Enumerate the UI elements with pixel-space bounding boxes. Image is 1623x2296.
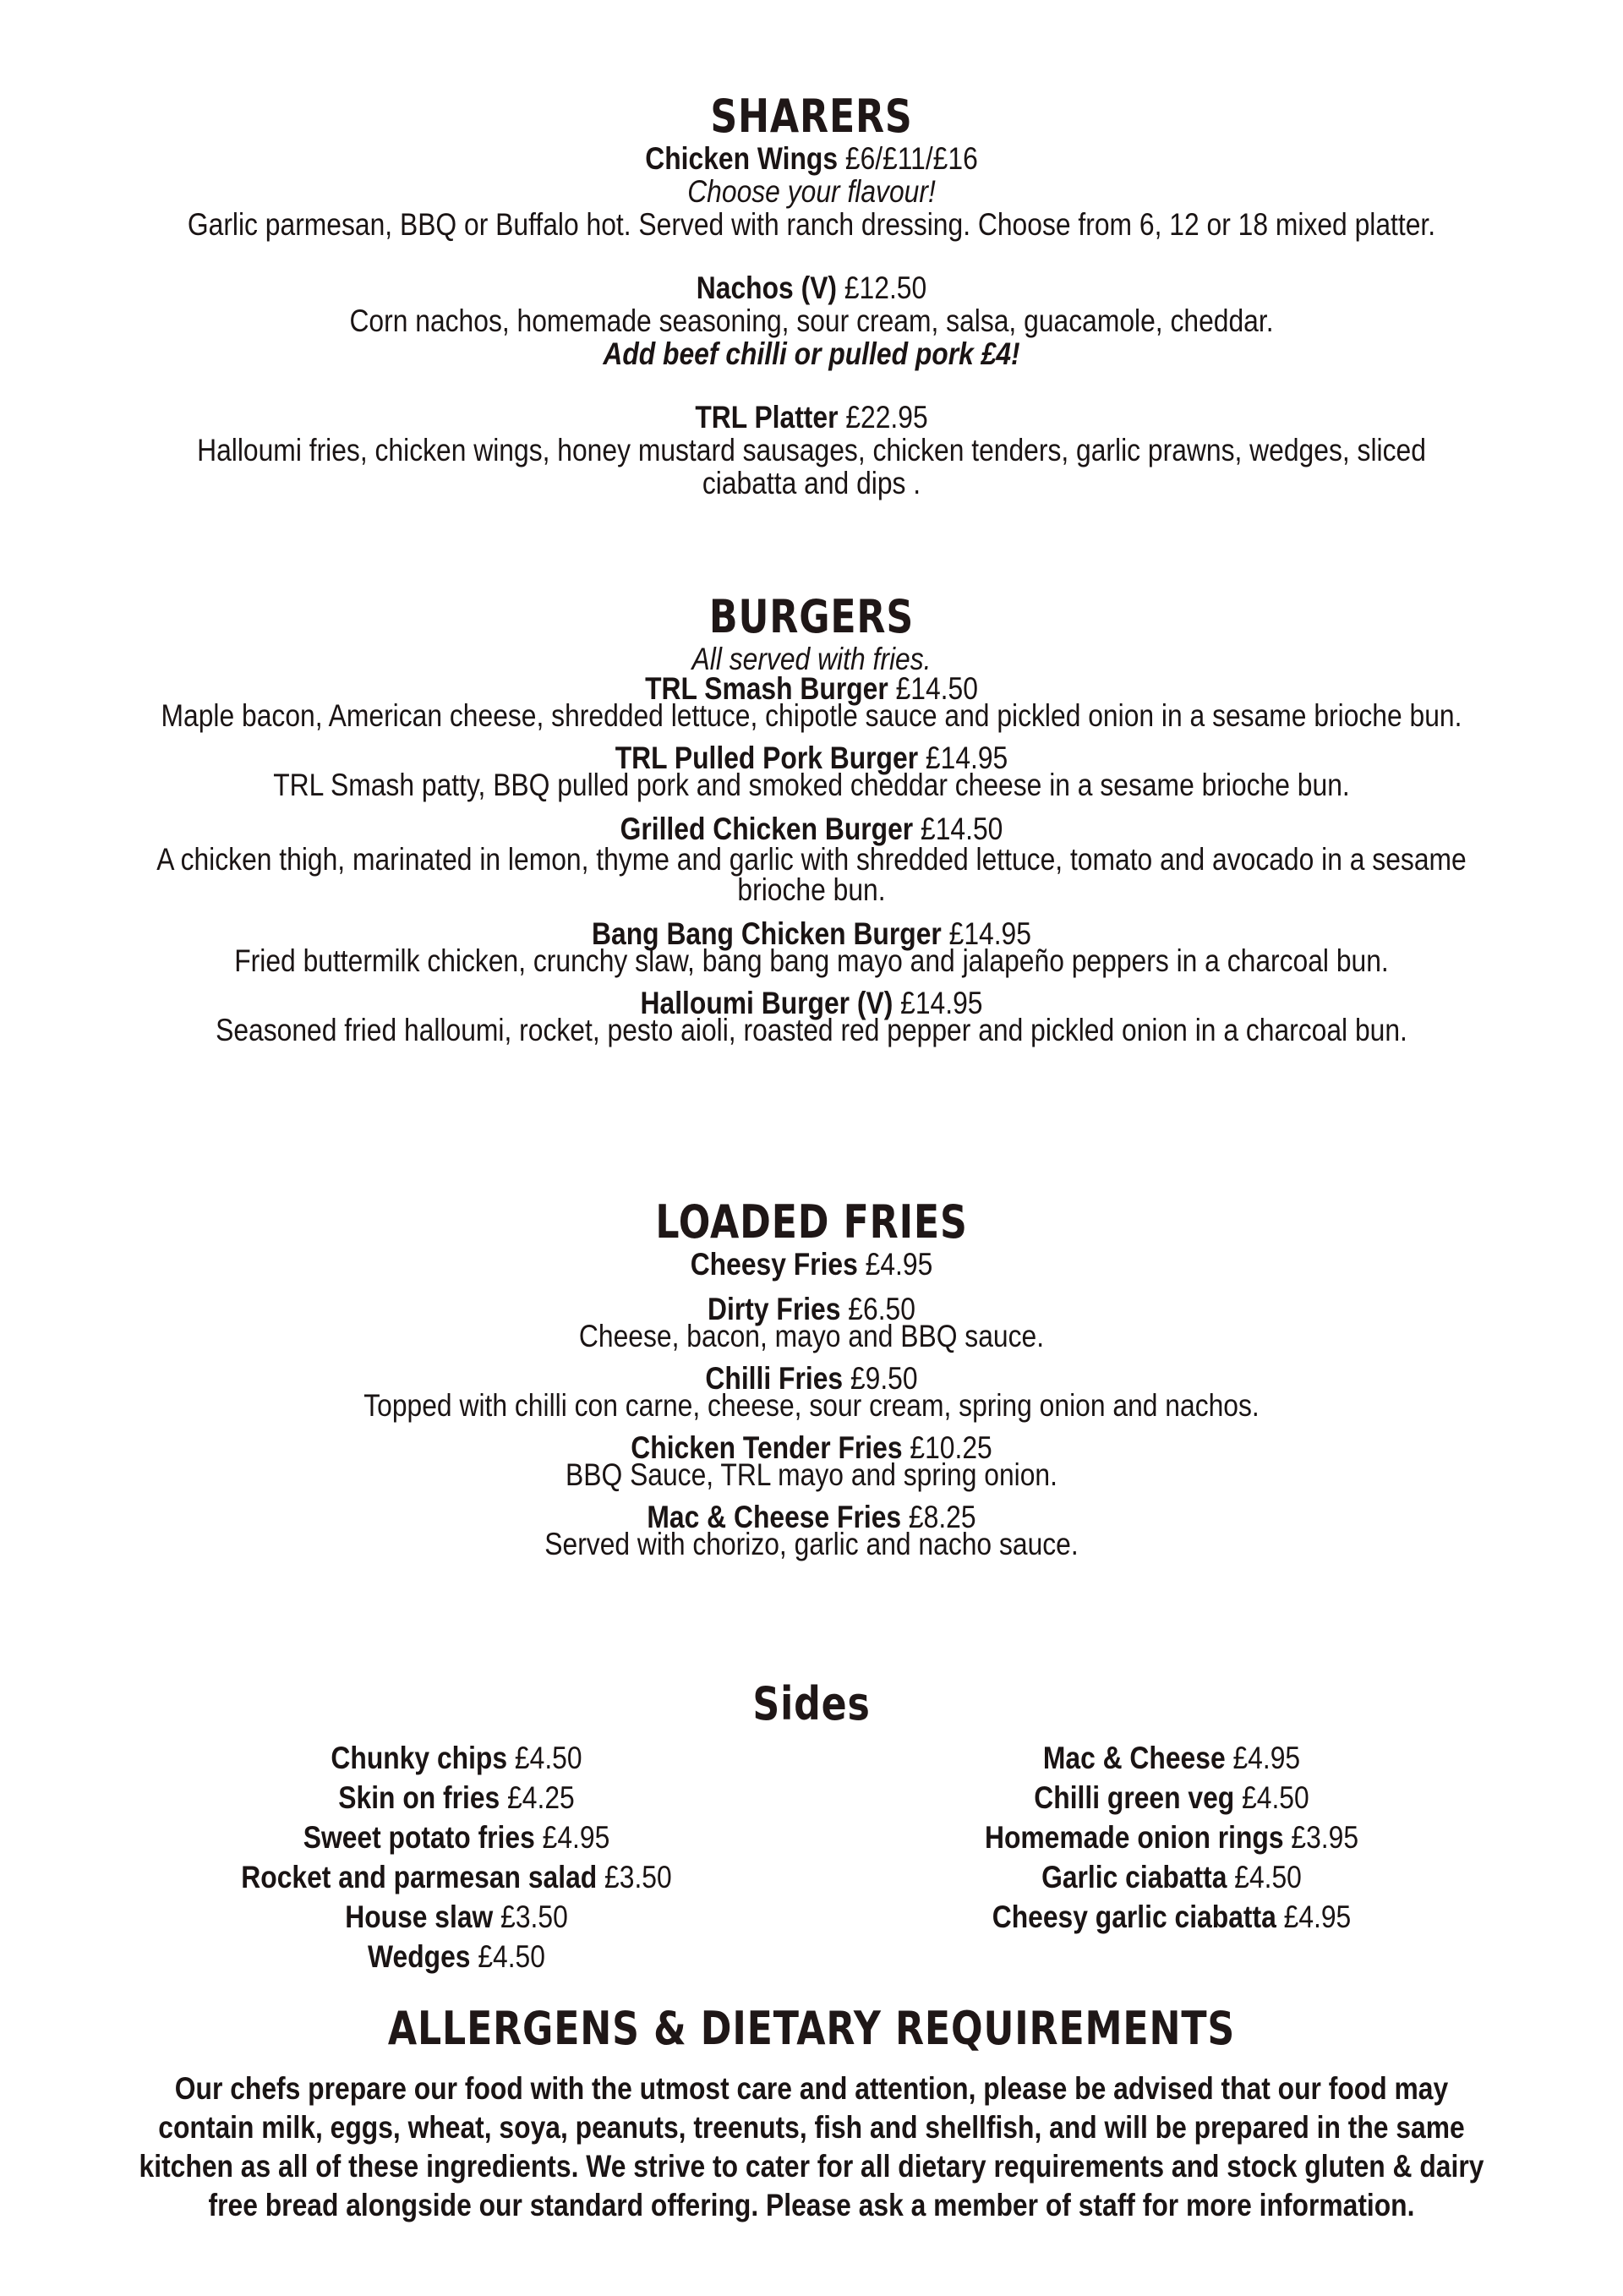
allergens-title: ALLERGENS & DIETARY REQUIREMENTS <box>387 2002 1236 2055</box>
item-name: Cheesy garlic ciabatta <box>992 1900 1276 1934</box>
item-tagline: Choose your flavour! <box>687 174 936 209</box>
item-name: Sweet potato fries <box>303 1820 535 1855</box>
loaded-fries-section <box>0 1197 1623 1573</box>
item-name: TRL Smash Burger <box>645 671 888 706</box>
item-name: Dirty Fries <box>708 1292 841 1326</box>
menu-item <box>0 741 1623 802</box>
item-name: Skin on fries <box>338 1780 500 1815</box>
item-price: £14.50 <box>895 671 978 706</box>
allergens-section <box>0 2004 1623 2225</box>
menu-item <box>0 671 1623 733</box>
side-item <box>129 1897 784 1937</box>
item-description: Seasoned fried halloumi, rocket, pesto aioli, roasted red pepper and pickled onion in a charcoal bun. <box>216 1013 1407 1047</box>
item-price: £6/£11/£16 <box>844 141 978 176</box>
item-price: £4.50 <box>514 1741 582 1775</box>
item-price: £14.95 <box>925 741 1008 775</box>
item-description: Served with chorizo, garlic and nacho sauce. <box>544 1527 1079 1561</box>
item-name: Garlic ciabatta <box>1041 1860 1227 1894</box>
item-name: Rocket and parmesan salad <box>241 1860 598 1894</box>
item-description: Cheese, bacon, mayo and BBQ sauce. <box>578 1319 1045 1353</box>
item-name: TRL Platter <box>695 400 839 435</box>
item-price: £3.95 <box>1291 1820 1359 1855</box>
sides-columns <box>0 1738 1623 1975</box>
side-item <box>129 1818 784 1857</box>
menu-item <box>0 271 1623 370</box>
item-name: Chilli Fries <box>705 1361 844 1396</box>
side-item <box>844 1857 1499 1897</box>
item-price: £4.25 <box>507 1780 575 1815</box>
item-name: Chicken Tender Fries <box>631 1430 903 1465</box>
sharers-section <box>0 91 1623 523</box>
side-item <box>844 1897 1499 1937</box>
item-price: £4.95 <box>865 1247 933 1282</box>
item-price: £4.50 <box>1242 1780 1309 1815</box>
item-description: brioche bun. <box>737 872 886 907</box>
item-price: £14.95 <box>900 986 983 1020</box>
item-price: £4.95 <box>542 1820 610 1855</box>
item-description: Topped with chilli con carne, cheese, sour cream, spring onion and nachos. <box>363 1388 1260 1423</box>
side-item <box>129 1857 784 1897</box>
item-description: BBQ Sauce, TRL mayo and spring onion. <box>566 1457 1057 1492</box>
sides-left-column <box>76 1738 837 1976</box>
item-description: Corn nachos, homemade seasoning, sour cream, salsa, guacamole, cheddar. <box>349 303 1274 338</box>
item-price: £4.50 <box>1234 1860 1302 1894</box>
burgers-section <box>0 592 1623 1059</box>
item-description: Maple bacon, American cheese, shredded lettuce, chipotle sauce and pickled onion in a sesame brioche bun. <box>161 698 1462 733</box>
item-price: £4.95 <box>1232 1741 1301 1775</box>
item-description: Garlic parmesan, BBQ or Buffalo hot. Served with ranch dressing. Choose from 6, 12 or 18 mixed platter. <box>187 207 1436 242</box>
item-name: Mac & Cheese Fries <box>647 1500 902 1534</box>
side-item <box>129 1778 784 1818</box>
item-name: Homemade onion rings <box>984 1820 1284 1855</box>
menu-item <box>0 916 1623 978</box>
item-description: TRL Smash patty, BBQ pulled pork and smoked cheddar cheese in a sesame brioche bun. <box>273 768 1350 802</box>
menu-item <box>0 1500 1623 1561</box>
item-name: House slaw <box>345 1900 494 1934</box>
item-name: Chicken Wings <box>645 141 839 176</box>
item-description: A chicken thigh, marinated in lemon, thyme and garlic with shredded lettuce, tomato and avocado in a sesame <box>156 842 1467 877</box>
item-price: £14.95 <box>948 916 1031 951</box>
item-price: £10.25 <box>910 1430 992 1465</box>
item-name: Chilli green veg <box>1034 1780 1235 1815</box>
item-description: Fried buttermilk chicken, crunchy slaw, bang bang mayo and jalapeño peppers in a charcoal bun. <box>234 943 1389 978</box>
item-price: £3.50 <box>604 1860 672 1894</box>
item-name: Bang Bang Chicken Burger <box>592 916 942 951</box>
side-item <box>844 1738 1499 1778</box>
side-item <box>129 1738 784 1778</box>
menu-item <box>0 814 1623 905</box>
sides-title: Sides <box>752 1677 871 1730</box>
item-price: £6.50 <box>848 1292 915 1326</box>
item-price: £4.95 <box>1283 1900 1352 1934</box>
side-item <box>844 1818 1499 1857</box>
menu-item <box>0 401 1623 500</box>
item-price: £9.50 <box>850 1361 918 1396</box>
menu-item <box>0 986 1623 1047</box>
item-description: ciabatta and dips . <box>702 466 921 500</box>
allergens-line: free bread alongside our standard offering. Please ask a member of staff for more information. <box>208 2188 1415 2222</box>
item-price: £4.50 <box>478 1939 545 1974</box>
menu-item <box>0 1248 1623 1281</box>
item-price: £14.50 <box>921 812 1003 846</box>
item-name: TRL Pulled Pork Burger <box>615 741 919 775</box>
sides-right-column <box>791 1738 1552 1937</box>
loaded-fries-title: LOADED FRIES <box>655 1195 968 1249</box>
item-price: £8.25 <box>908 1500 976 1534</box>
menu-item <box>0 142 1623 241</box>
allergens-line: kitchen as all of these ingredients. We strive to cater for all dietary requirements and stock gluten & dairy <box>139 2149 1484 2184</box>
burgers-subtitle: All served with fries. <box>691 642 932 676</box>
item-description: Halloumi fries, chicken wings, honey mustard sausages, chicken tenders, garlic prawns, wedges, sliced <box>197 433 1426 467</box>
burgers-title: BURGERS <box>708 590 915 643</box>
item-name: Grilled Chicken Burger <box>620 812 914 846</box>
menu-item <box>0 1430 1623 1492</box>
item-name: Chunky chips <box>331 1741 508 1775</box>
item-price: £12.50 <box>844 271 927 305</box>
item-name: Halloumi Burger (V) <box>640 986 893 1020</box>
side-item <box>844 1778 1499 1818</box>
sharers-title: SHARERS <box>710 90 913 143</box>
item-name: Nachos (V) <box>696 271 838 305</box>
item-name: Wedges <box>368 1939 471 1974</box>
side-item <box>129 1937 784 1976</box>
allergens-line: Our chefs prepare our food with the utmost care and attention, please be advised that our food may <box>174 2071 1449 2106</box>
item-price: £22.95 <box>845 400 928 435</box>
item-addon: Add beef chilli or pulled pork £4! <box>603 336 1020 371</box>
item-price: £3.50 <box>500 1900 568 1934</box>
allergens-line: contain milk, eggs, wheat, soya, peanuts, treenuts, fish and shellfish, and will be prepared in the same <box>158 2110 1465 2145</box>
sides-section <box>0 1679 1623 1975</box>
item-name: Mac & Cheese <box>1042 1741 1226 1775</box>
menu-item <box>0 1292 1623 1353</box>
item-name: Cheesy Fries <box>690 1247 858 1282</box>
menu-item <box>0 1361 1623 1423</box>
